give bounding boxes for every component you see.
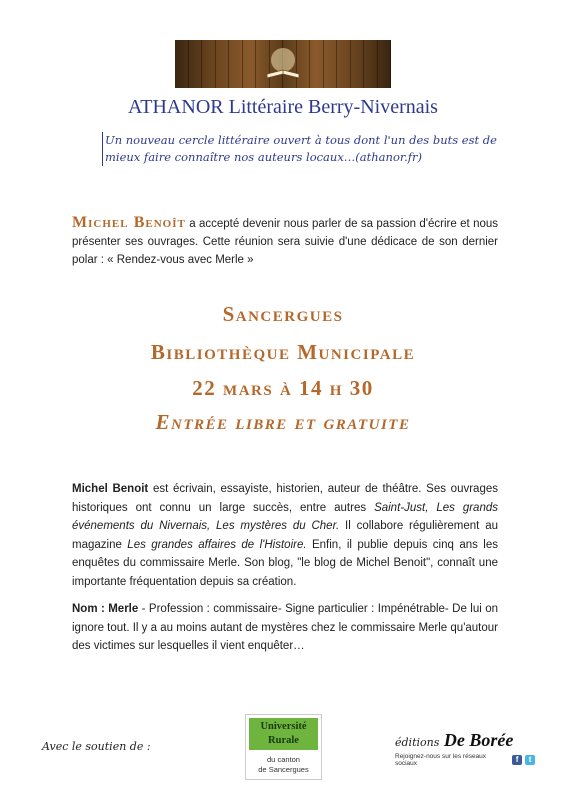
event-datetime: 22 mars à 14 h 30 bbox=[192, 376, 374, 400]
merle-text: - Profession : commissaire- Signe particulier : Impénétrable- De lui on ignore tout. Il y a au moins autant de mystères chez le commissaire Merle qu'autour des victimes sur lesquelles il vient enquêter… bbox=[72, 603, 498, 652]
publisher-logo bbox=[395, 730, 535, 767]
bio-magazine: Les grandes affaires de l'Histoire. bbox=[127, 538, 307, 551]
univ-name: Université Rurale bbox=[249, 718, 318, 750]
bio-works: Saint-Just, Les grands événements du Nivernais, Les mystères du Cher. bbox=[72, 501, 498, 532]
author-name: Michel Benoît bbox=[72, 214, 186, 231]
bio-name: Michel Benoit bbox=[72, 483, 149, 495]
open-book-icon bbox=[263, 46, 303, 82]
announcement-text: a accepté devenir nous parler de sa passion d'écrire et nous présenter ses ouvrages. Cette réunion sera suivie d'une dédicace de son dernier polar : « Rendez-vous avec Merle » bbox=[72, 218, 499, 266]
univ-subtitle bbox=[249, 755, 318, 775]
announcement-paragraph bbox=[72, 214, 498, 269]
univ-sub-line2: de Sancergues bbox=[258, 765, 309, 774]
facebook-icon[interactable]: f bbox=[512, 755, 522, 765]
universite-rurale-logo bbox=[245, 714, 322, 780]
publisher-brand: De Borée bbox=[443, 730, 514, 750]
event-venue: Bibliothèque Municipale bbox=[150, 340, 416, 364]
merle-label: Nom : Merle bbox=[72, 603, 139, 615]
athanor-banner-image bbox=[175, 40, 391, 88]
univ-sub-line1: du canton bbox=[267, 755, 300, 764]
merle-paragraph bbox=[72, 600, 498, 656]
bio-paragraph bbox=[72, 480, 498, 591]
publisher-prefix: éditions bbox=[395, 736, 440, 749]
page-title: ATHANOR Littéraire Berry-Nivernais bbox=[128, 96, 438, 118]
bio-text-1: est écrivain, essayiste, historien, auteur de théâtre. Ses ouvrages historiques ont connu un large succès, entre autres bbox=[72, 483, 498, 514]
twitter-icon[interactable]: t bbox=[525, 755, 535, 765]
social-text: Rejoignez-nous sur les réseaux sociaux bbox=[395, 753, 487, 767]
support-label: Avec le soutien de : bbox=[42, 740, 151, 753]
event-entry: Entrée libre et gratuite bbox=[155, 410, 411, 434]
event-place: Sancergues bbox=[222, 302, 344, 326]
social-line bbox=[395, 753, 535, 767]
bio-text-3: Enfin, il publie depuis cinq ans les enquêtes du commissaire Merle. Son blog, "le blog de Michel Benoit", connaît une importante fréquentation depuis sa création. bbox=[72, 538, 498, 588]
intro-text: Un nouveau cercle littéraire ouvert à tous dont l'un des buts est de mieux faire connaître nos auteurs locaux…(athanor.fr) bbox=[102, 132, 502, 166]
bio-text-2: Il collabore régulièrement au magazine bbox=[72, 520, 498, 551]
